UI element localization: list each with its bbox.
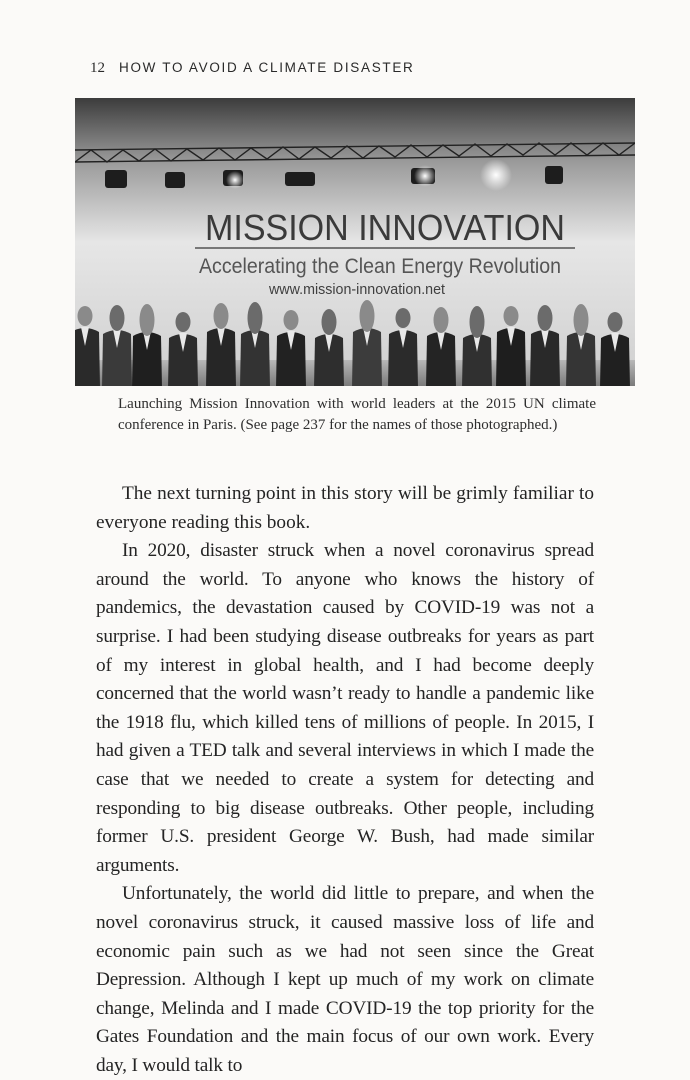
- person-head: [284, 310, 299, 330]
- conference-photo: [75, 98, 635, 386]
- person-head: [360, 300, 375, 332]
- person-head: [470, 306, 485, 338]
- paragraph: In 2020, disaster struck when a novel coronavirus spread around the world. To anyone who knows the history of pandemics, the devastation caused by COVID-19 was not a surprise. I had been studying disease outbreaks for years as part of my interest in global health, and I had become deeply concerned that the world wasn’t ready to handle a pandemic like the 1918 flu, which killed tens of millions of people. In 2015, I had given a TED talk and several interviews in which I made the case that we needed to create a system for detecting and responding to big disease outbreaks. Other people, including former U.S. president George W. Bush, had made similar arguments.: [96, 540, 594, 876]
- photo-caption: Launching Mission Innovation with world leaders at the 2015 UN climate conference in Paris. (See page 237 for the names of those photographed.): [118, 396, 596, 433]
- page-number: 12: [90, 60, 105, 76]
- person-head: [176, 312, 191, 332]
- person-silhouette: [75, 328, 100, 386]
- person-head: [214, 303, 229, 329]
- banner-subtitle: Accelerating the Clean Energy Revolution: [199, 255, 561, 278]
- paragraph: The next turning point in this story will be grimly familiar to everyone reading this book.: [96, 483, 594, 533]
- body-text: [96, 480, 594, 1080]
- person-head: [538, 305, 553, 331]
- book-title: HOW TO AVOID A CLIMATE DISASTER: [119, 60, 415, 75]
- person-head: [574, 304, 589, 336]
- person-head: [608, 312, 623, 332]
- running-head: [90, 60, 415, 77]
- person-head: [396, 308, 411, 328]
- banner-title: MISSION INNOVATION: [205, 207, 565, 248]
- paragraph: Unfortunately, the world did little to prepare, and when the novel coronavirus struck, it caused massive loss of life and economic pain such as we had not seen since the Great Depression. Although I kept up much of my work on climate change, Melinda and I made COVID-19 the top priority for the Gates Foundation and the main focus of our own work. Every day, I would talk to: [96, 883, 594, 1076]
- person-head: [248, 302, 263, 334]
- person-head: [504, 306, 519, 326]
- person-head: [78, 306, 93, 326]
- person-head: [140, 304, 155, 336]
- person-head: [434, 307, 449, 333]
- person-head: [110, 305, 125, 331]
- person-head: [322, 309, 337, 335]
- banner-url: www.mission-innovation.net: [268, 281, 446, 298]
